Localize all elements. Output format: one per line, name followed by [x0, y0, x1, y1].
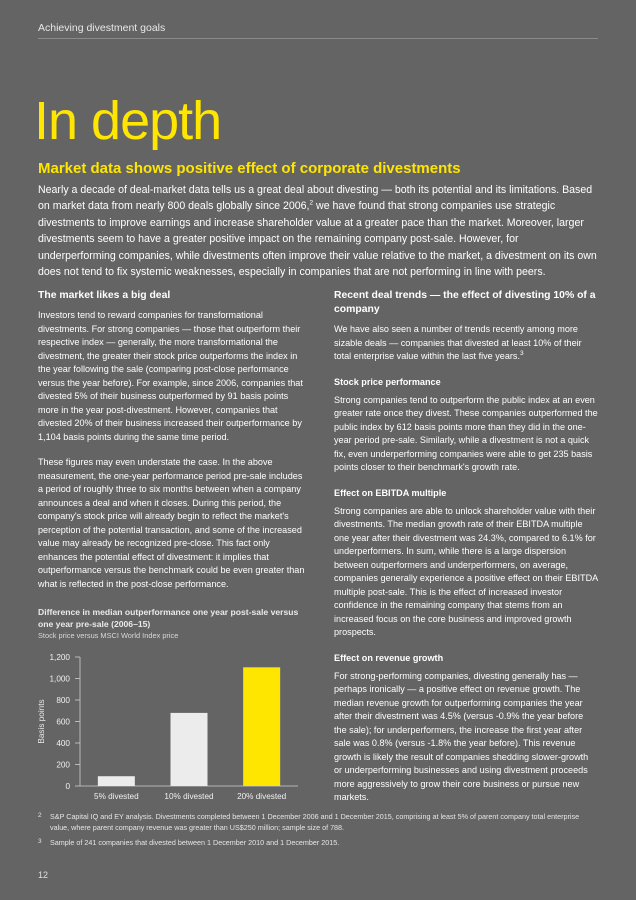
- bar-chart: [30, 645, 310, 807]
- section-title-ebitda: Effect on EBITDA multiple: [334, 487, 447, 498]
- x-tick-label: 20% divested: [237, 792, 287, 801]
- section-body-ebitda: Strong companies are able to unlock shareholder value with their divestments. The median growth rate of their EBITDA multiple one year after their divestment was 24.3%, compared to 6.1% for underperformers. In sum, while there is a large dispersion between outperformers and underperformers, on average, companies generally experience a positive effect on their EBITDA multiple post-sale. This is the effect of increased investor confidence in the remaining company that stems from an increased focus on the core business and improved growth prospects.: [334, 505, 598, 637]
- footnote-text: S&P Capital IQ and EY analysis. Divestments completed between 1 December 2006 and 1 December 2015, comprising at least 5% of parent company total enterprise value, where parent company revenue was greater than US$250 million; sample size of 788.: [50, 812, 580, 832]
- bar-1: [98, 776, 135, 786]
- y-tick-label: 1,200: [49, 653, 70, 662]
- x-tick-label: 10% divested: [164, 792, 214, 801]
- footnote-text: Sample of 241 companies that divested between 1 December 2010 and 1 December 2015.: [50, 837, 340, 847]
- y-tick-label: 1,000: [49, 674, 70, 684]
- left-column-paragraph-1: Investors tend to reward companies for transformational divestments. For strong companies — those that outperform their respective index — generally, the more transformational the divestment, the greater their stock price outperforms the index in the year following the sale (comparing post-close performance versus the year before). For example, since 2006, companies that divested 5% of their business outperformed by 91 basis points more in the year post-divestment. However, companies that divested 20% of their business increased their outperformance by 1,104 basis points during the same time period.: [38, 310, 303, 442]
- page-subtitle: Market data shows positive effect of corporate divestments: [38, 160, 461, 177]
- right-column-intro-text: We have also seen a number of trends recently among more sizable deals — companies that divested at least 10% of their total enterprise value within the last five years.: [334, 324, 582, 361]
- right-column: [334, 289, 598, 817]
- section-body-revenue: For strong-performing companies, divesting generally has — perhaps ironically — a positive effect on revenue growth. The median revenue growth for outperforming companies the year after their divestment was 4.5% (versus -0.9% the year before the sale); for underperformers, the increase the first year after sale was 0.8% (versus -1.8% the year before). This revenue growth is likely the result of companies shedding slower-growth or underperforming businesses and using divestment proceeds more aggressively to grow their core business or pursue new markets.: [334, 670, 589, 802]
- left-column-paragraph-2: These figures may even understate the case. In the above measurement, the one-year performance period pre-sale includes a period of roughly three to six months between when a company announces a deal and when it closes. During this period, the company's stock price will already begin to reflect the market's perception of the potential transaction, and some of the increased value may already be recognized pre-close. This fact only enhances the potential effect of divestment: it implies that outperformance versus the benchmark could be even greater than what is reflected in the post-close performance.: [38, 457, 305, 589]
- bar-3: [243, 667, 280, 786]
- running-header: Achieving divestment goals: [38, 22, 166, 34]
- section-body-stock-price: Strong companies tend to outperform the public index at an even greater rate once they divest. These companies outperformed the public index by 612 basis points more than they did in the one-year period pre-sale. Similarly, while a divestment is not a quick fix, even underperforming companies were able to get 235 basis points closer to their benchmark's growth rate.: [334, 394, 598, 472]
- page-number: 12: [38, 870, 49, 880]
- intro-text-part2: we have found that strong companies use strategic divestments to improve earnings and increase shareholder value at a greater pace than the market. Moreover, larger divestments seem to have a greater positive impact on the remaining company post-sale. However, for underperforming companies, while divestments often improve their value relative to the market, a divestment on its own does not tend to fix systemic weaknesses, especially in companies that are not performing in line with peers.: [38, 200, 597, 279]
- chart-subtitle: Stock price versus MSCI World Index price: [38, 631, 179, 640]
- footnotes: [38, 812, 598, 852]
- y-tick-label: 200: [56, 760, 70, 770]
- footnote-number: 2: [38, 812, 42, 819]
- y-axis-label: Basis points: [37, 699, 46, 744]
- chart-title: Difference in median outperformance one year post-sale versus one year pre-sale (2006–15): [38, 607, 299, 629]
- y-tick-label: 0: [65, 782, 70, 791]
- intro-text-part1: Nearly a decade of deal-market data tells us a great deal about divesting — both its potential and its limitations. Based on market data from nearly 800 deals globally since 2006,: [38, 184, 593, 213]
- right-column-heading: Recent deal trends — the effect of divesting 10% of a company: [334, 290, 596, 315]
- footnote: [38, 838, 598, 849]
- y-tick-label: 400: [56, 739, 70, 748]
- x-tick-label: 5% divested: [94, 792, 139, 801]
- bar-2: [171, 713, 208, 786]
- right-column-footnote-ref: 3: [520, 349, 524, 357]
- intro-paragraph: [38, 182, 598, 280]
- y-tick-label: 600: [56, 717, 70, 727]
- header-divider: [38, 38, 598, 39]
- footnote-number: 3: [38, 837, 42, 845]
- intro-footnote-ref: 2: [309, 199, 314, 207]
- section-title-stock-price: Stock price performance: [334, 376, 441, 387]
- section-title-revenue: Effect on revenue growth: [334, 652, 444, 663]
- right-column-intro: [334, 323, 598, 364]
- footnote: [38, 812, 598, 834]
- page-title: In depth: [34, 91, 222, 151]
- left-column-heading: The market likes a big deal: [38, 290, 171, 301]
- left-column: [38, 289, 306, 603]
- y-tick-label: 800: [56, 696, 70, 705]
